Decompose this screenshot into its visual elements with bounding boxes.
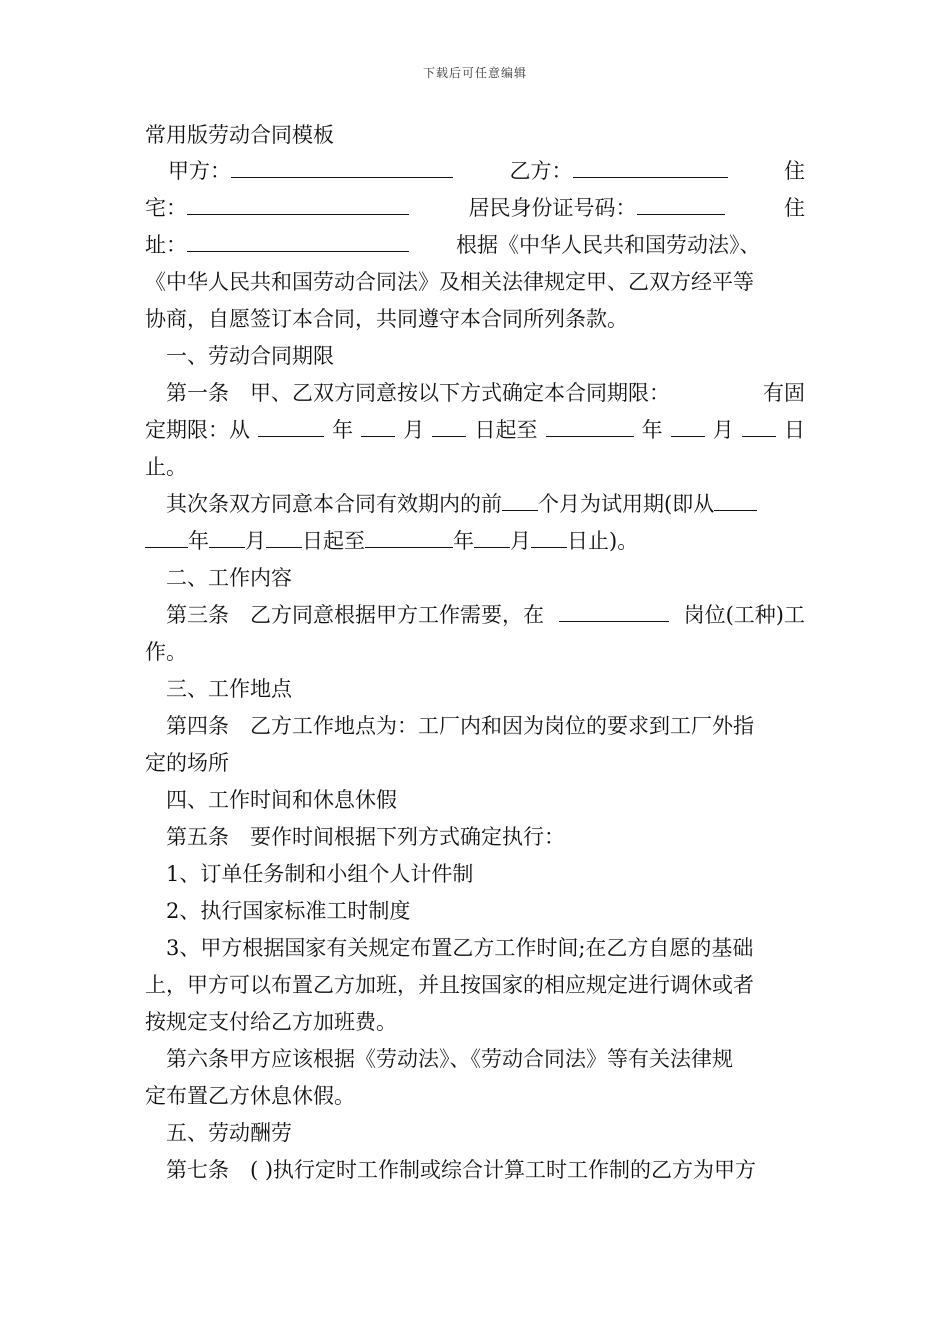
article-3-line-2: 作。: [145, 640, 187, 664]
residence-label-end: 宅：: [145, 196, 187, 220]
address-label-end: 址：: [145, 233, 187, 257]
party-b-label: 乙方：: [509, 159, 573, 183]
probation-end-day-blank[interactable]: [531, 529, 567, 548]
section-heading-work-content: 二、工作内容: [166, 566, 292, 590]
section-heading-remuneration: 五、劳动酬劳: [166, 1121, 292, 1145]
party-b-blank[interactable]: [573, 159, 728, 178]
document-title: 常用版劳动合同模板: [145, 123, 334, 147]
start-year-blank[interactable]: [258, 418, 324, 437]
probation-start-month-blank[interactable]: [209, 529, 245, 548]
end-year-blank[interactable]: [546, 418, 634, 437]
address-line: [145, 231, 805, 259]
article-2-line-1: 其次条双方同意本合同有效期内的前 个月为试用期(即从: [166, 490, 805, 518]
party-a-blank[interactable]: [231, 159, 453, 178]
id-number-label: 居民身份证号码：: [468, 196, 637, 220]
article-1-line-2: 定期限：从 年 月 日起至 年 月 日: [145, 418, 805, 442]
section-heading-working-hours: 四、工作时间和休息休假: [166, 788, 397, 812]
address-blank[interactable]: [187, 233, 409, 252]
list-item-1: 1、订单任务制和小组个人计件制: [166, 862, 474, 886]
probation-start-day-blank[interactable]: [266, 529, 302, 548]
probation-end-month-blank[interactable]: [474, 529, 510, 548]
list-item-3-line-1: 3、甲方根据国家有关规定布置乙方工作时间;在乙方自愿的基础: [166, 936, 754, 960]
probation-start-year-blank-b[interactable]: [145, 529, 188, 548]
end-month-blank[interactable]: [671, 418, 705, 437]
position-blank[interactable]: [559, 603, 669, 622]
end-day-blank[interactable]: [742, 418, 776, 437]
party-a-label: 甲方：: [168, 159, 231, 183]
article-3-line-1: 第三条 乙方同意根据甲方工作需要，在 岗位(工种)工: [166, 603, 805, 627]
residence-blank[interactable]: [187, 196, 409, 215]
article-5: 第五条 要作时间根据下列方式确定执行：: [166, 825, 565, 849]
section-heading-workplace: 三、工作地点: [166, 677, 292, 701]
article-4-line-2: 定的场所: [145, 751, 229, 775]
probation-months-blank[interactable]: [502, 492, 538, 511]
intro-line-1: 《中华人民共和国劳动合同法》及相关法律规定甲、乙双方经平等: [145, 270, 754, 294]
article-6-line-1: 第六条甲方应该根据《劳动法》、《劳动合同法》等有关法律规: [166, 1047, 733, 1071]
id-number-blank[interactable]: [637, 196, 725, 215]
parties-line: [145, 157, 805, 185]
address-label-start: 住: [784, 196, 805, 220]
article-7-line-1: 第七条 ( )执行定时工作制或综合计算工时工作制的乙方为甲方: [166, 1158, 757, 1182]
article-1-line-1: 第一条 甲、乙双方同意按以下方式确定本合同期限： 有固: [166, 381, 805, 405]
article-2-line-2: 年 月 日起至 年 月 日止)。: [145, 527, 638, 555]
residence-label-start: 住: [784, 159, 805, 183]
legal-basis-start: 根据《中华人民共和国劳动法》、: [456, 233, 761, 257]
article-4-line-1: 第四条 乙方工作地点为：工厂内和因为岗位的要求到工厂外指: [166, 714, 754, 738]
section-heading-term: 一、劳动合同期限: [166, 344, 334, 368]
probation-start-year-blank-a[interactable]: [714, 492, 757, 511]
probation-end-year-blank[interactable]: [365, 529, 453, 548]
residence-line: [145, 194, 805, 222]
article-1-line-3: 止。: [145, 455, 187, 479]
list-item-3-line-3: 按规定支付给乙方加班费。: [145, 1010, 397, 1034]
article-6-line-2: 定布置乙方休息休假。: [145, 1084, 355, 1108]
list-item-3-line-2: 上，甲方可以布置乙方加班，并且按国家的相应规定进行调休或者: [145, 973, 754, 997]
intro-line-2: 协商，自愿签订本合同，共同遵守本合同所列条款。: [145, 307, 628, 331]
list-item-2: 2、执行国家标准工时制度: [166, 899, 411, 923]
start-day-blank[interactable]: [432, 418, 466, 437]
start-month-blank[interactable]: [361, 418, 395, 437]
page-header: 下载后可任意编辑: [422, 66, 527, 80]
